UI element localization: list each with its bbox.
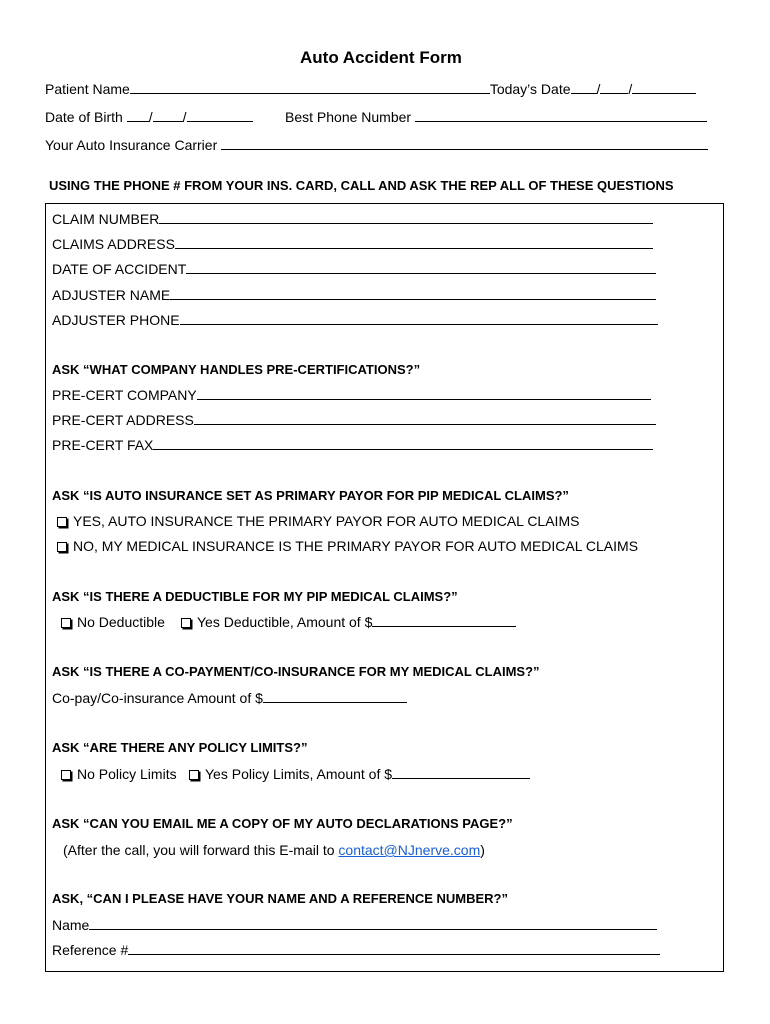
checkbox-icon[interactable]	[61, 618, 71, 628]
checkbox-icon[interactable]	[57, 517, 67, 527]
precert-fax-row	[52, 437, 653, 453]
adjuster-name-field[interactable]	[170, 287, 656, 300]
best-phone-field[interactable]	[415, 109, 707, 122]
precert-question: ASK “WHAT COMPANY HANDLES PRE-CERTIFICATIONS?”	[52, 362, 421, 377]
declarations-question: ASK “CAN YOU EMAIL ME A COPY OF MY AUTO DECLARATIONS PAGE?”	[52, 816, 513, 831]
limits-yes-option[interactable]	[189, 766, 530, 782]
primary-yes-option[interactable]	[57, 513, 579, 529]
dob-year-field[interactable]	[187, 109, 253, 122]
primary-no-label: NO, MY MEDICAL INSURANCE IS THE PRIMARY PAYOR FOR AUTO MEDICAL CLAIMS	[73, 538, 639, 554]
date-of-accident-label: DATE OF ACCIDENT	[52, 261, 187, 277]
carrier-field[interactable]	[221, 137, 708, 150]
precert-fax-field[interactable]	[153, 437, 653, 450]
precert-company-row	[52, 387, 651, 403]
declarations-note-suffix: )	[480, 842, 485, 858]
deductible-question: ASK “IS THERE A DEDUCTIBLE FOR MY PIP MEDICAL CLAIMS?”	[52, 589, 458, 604]
checkbox-icon[interactable]	[57, 542, 67, 552]
dob-day-field[interactable]	[153, 109, 183, 122]
primary-yes-label: YES, AUTO INSURANCE THE PRIMARY PAYOR FOR AUTO MEDICAL CLAIMS	[73, 513, 580, 529]
checkbox-icon[interactable]	[61, 770, 71, 780]
adjuster-phone-label: ADJUSTER PHONE	[52, 312, 180, 328]
deductible-yes-option[interactable]	[181, 614, 516, 630]
copay-amount-row	[52, 690, 407, 706]
limits-amount-field[interactable]	[392, 766, 530, 779]
limits-no-option[interactable]	[61, 766, 177, 782]
checkbox-icon[interactable]	[189, 770, 199, 780]
rep-name-label: Name	[52, 917, 90, 933]
reference-number-row	[52, 942, 660, 958]
limits-no-label: No Policy Limits	[77, 766, 177, 782]
declarations-note-prefix: (After the call, you will forward this E-mail to	[63, 842, 339, 858]
copay-question: ASK “IS THERE A CO-PAYMENT/CO-INSURANCE FOR MY MEDICAL CLAIMS?”	[52, 664, 540, 679]
todays-date-month-field[interactable]	[571, 81, 597, 94]
adjuster-name-row	[52, 287, 656, 303]
date-separator: /	[628, 81, 633, 97]
precert-company-field[interactable]	[197, 387, 651, 400]
limits-question: ASK “ARE THERE ANY POLICY LIMITS?”	[52, 740, 308, 755]
deductible-amount-field[interactable]	[372, 614, 516, 627]
claim-number-row	[52, 211, 653, 227]
claim-number-field[interactable]	[159, 211, 653, 224]
deductible-yes-label: Yes Deductible, Amount of $	[197, 614, 373, 630]
declarations-note	[63, 842, 485, 858]
adjuster-name-label: ADJUSTER NAME	[52, 287, 171, 303]
todays-date-day-field[interactable]	[600, 81, 628, 94]
reference-number-field[interactable]	[128, 942, 660, 955]
date-separator: /	[148, 109, 153, 125]
reference-question: ASK, “CAN I PLEASE HAVE YOUR NAME AND A REFERENCE NUMBER?”	[52, 891, 508, 906]
adjuster-phone-row	[52, 312, 658, 328]
form-title: Auto Accident Form	[300, 48, 462, 67]
precert-address-label: PRE-CERT ADDRESS	[52, 412, 194, 428]
adjuster-phone-field[interactable]	[180, 312, 658, 325]
dob-label: Date of Birth	[45, 109, 123, 125]
copay-amount-label: Co-pay/Co-insurance Amount of $	[52, 690, 263, 706]
carrier-label: Your Auto Insurance Carrier	[45, 137, 218, 153]
limits-yes-label: Yes Policy Limits, Amount of $	[205, 766, 393, 782]
precert-address-row	[52, 412, 656, 428]
todays-date-label: Today’s Date	[489, 81, 571, 97]
claims-address-row	[52, 236, 653, 252]
primary-question: ASK “IS AUTO INSURANCE SET AS PRIMARY PAYOR FOR PIP MEDICAL CLAIMS?”	[52, 488, 569, 503]
date-of-accident-field[interactable]	[186, 261, 656, 274]
carrier-row	[45, 137, 708, 153]
precert-fax-label: PRE-CERT FAX	[52, 437, 154, 453]
checkbox-icon[interactable]	[181, 618, 191, 628]
deductible-no-label: No Deductible	[77, 614, 165, 630]
patient-name-field[interactable]	[130, 81, 490, 94]
rep-name-row	[52, 917, 657, 933]
patient-name-label: Patient Name	[45, 81, 130, 97]
claim-number-label: CLAIM NUMBER	[52, 211, 160, 227]
instructions: USING THE PHONE # FROM YOUR INS. CARD, CALL AND ASK THE REP ALL OF THESE QUESTIONS	[49, 178, 674, 193]
best-phone-label: Best Phone Number	[285, 109, 412, 125]
best-phone-row	[285, 109, 707, 125]
reference-number-label: Reference #	[52, 942, 129, 958]
date-of-accident-row	[52, 261, 656, 277]
claims-address-label: CLAIMS ADDRESS	[52, 236, 175, 252]
precert-company-label: PRE-CERT COMPANY	[52, 387, 197, 403]
todays-date-year-field[interactable]	[632, 81, 696, 94]
precert-address-field[interactable]	[194, 412, 656, 425]
date-separator: /	[596, 81, 601, 97]
email-link[interactable]: contact@NJnerve.com	[338, 842, 481, 858]
dob-row	[45, 109, 253, 125]
dob-month-field[interactable]	[127, 109, 149, 122]
deductible-no-option[interactable]	[61, 614, 165, 630]
primary-no-option[interactable]	[57, 538, 638, 554]
patient-name-row	[45, 81, 696, 97]
claims-address-field[interactable]	[175, 236, 653, 249]
date-separator: /	[182, 109, 187, 125]
rep-name-field[interactable]	[89, 917, 657, 930]
copay-amount-field[interactable]	[263, 690, 407, 703]
